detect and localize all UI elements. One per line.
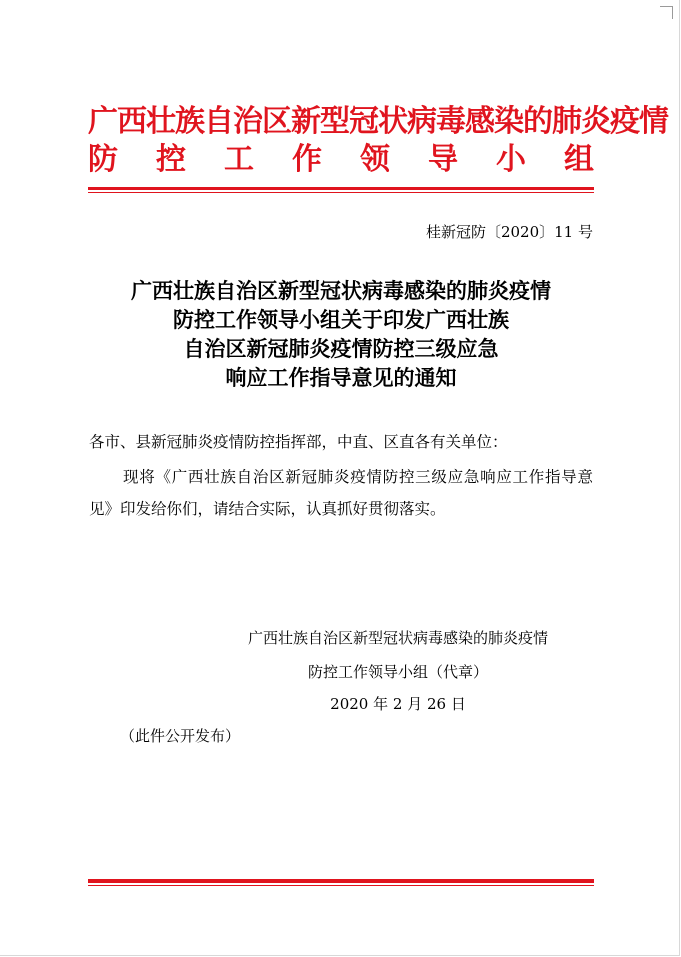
document-title-line: 防控工作领导小组关于印发广西壮族 — [173, 307, 509, 332]
header-org-char: 控 — [156, 142, 186, 177]
signature-date: 2020 年 2 月 26 日 — [330, 695, 466, 713]
footer-red-rule-thick — [88, 879, 594, 883]
header-org-char: 防 — [88, 142, 118, 177]
body-paragraph: 现将《广西壮族自治区新冠肺炎疫情防控三级应急响应工作指导意见》印发给你们，请结合实际，认真抓好贯彻落实。 — [89, 468, 593, 518]
header-org-char: 小 — [496, 142, 526, 177]
signature-role: 防控工作领导小组（代章） — [307, 663, 488, 681]
document-title — [88, 276, 594, 392]
header-org-char: 作 — [292, 142, 322, 177]
header-red-rule-thin — [88, 192, 594, 193]
header-org-line2 — [88, 142, 594, 178]
document-title-line: 广西壮族自治区新型冠状病毒感染的肺炎疫情 — [131, 278, 551, 303]
page-corner-mark — [660, 6, 673, 19]
header-org-char: 工 — [224, 142, 254, 177]
header-org-line1: 广西壮族自治区新型冠状病毒感染的肺炎疫情 — [88, 104, 668, 139]
document-title-line: 响应工作指导意见的通知 — [225, 365, 457, 390]
document-number: 桂新冠防〔2020〕11 号 — [425, 223, 593, 241]
salutation: 各市、县新冠肺炎疫情防控指挥部，中直、区直各有关单位： — [89, 433, 508, 451]
release-note: （此件公开发布） — [120, 727, 241, 745]
signature-org: 广西壮族自治区新型冠状病毒感染的肺炎疫情 — [247, 629, 548, 647]
header-org-char: 导 — [428, 142, 458, 177]
header-red-rule-thick — [88, 187, 594, 190]
footer-red-rule-thin — [88, 885, 594, 886]
header-org-char: 组 — [564, 142, 594, 177]
header-org-char: 领 — [360, 142, 390, 177]
document-title-line: 自治区新冠肺炎疫情防控三级应急 — [183, 336, 499, 361]
